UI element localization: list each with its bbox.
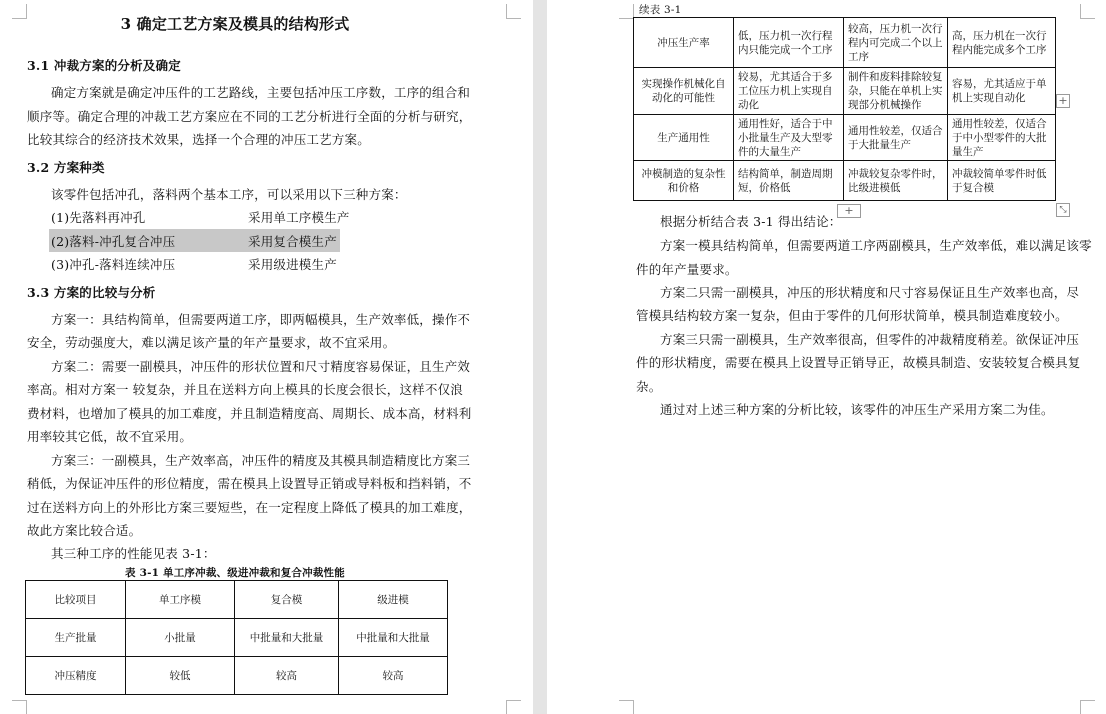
- section-heading: 3.1 冲裁方案的分析及确定: [27, 58, 181, 73]
- crop-mark: [1080, 4, 1095, 19]
- paragraph-line: 方案一模具结构简单，但需要两道工序两副模具，生产效率低，难以满足该零: [660, 238, 1092, 253]
- table-row: [26, 581, 448, 619]
- section-heading: 3.2 方案种类: [27, 160, 105, 175]
- table-cell[interactable]: 冲裁较简单零件时低于复合模: [948, 161, 1056, 201]
- table-cell[interactable]: 冲裁较复杂零件时，比级进模低: [844, 161, 948, 201]
- resize-icon[interactable]: ⤡: [1056, 203, 1070, 217]
- paragraph-line: 根据分析结合表 3-1 得出结论：: [660, 214, 842, 229]
- section-heading: 3.3 方案的比较与分析: [27, 285, 156, 300]
- table-cell[interactable]: 单工序模: [126, 581, 235, 619]
- table-row: [634, 115, 1056, 161]
- crop-mark: [506, 4, 521, 19]
- paragraph-line: 费材料，也增加了模具的加工难度，并且制造精度高、周期长、成本高，材料利: [27, 406, 472, 421]
- document-page-left[interactable]: [0, 0, 533, 714]
- table-cell[interactable]: 生产通用性: [634, 115, 734, 161]
- add-column-icon[interactable]: +: [1056, 94, 1070, 108]
- paragraph-line: 方案二只需一副模具，冲压的形状精度和尺寸容易保证且生产效率也高，尽: [660, 285, 1080, 300]
- paragraph-line: 该零件包括冲孔，落料两个基本工序，可以采用以下三种方案：: [51, 187, 407, 202]
- performance-table[interactable]: [25, 580, 448, 695]
- table-cell[interactable]: 较易，尤其适合于多工位压力机上实现自动化: [734, 68, 844, 115]
- paragraph-line: 顺序等。确定合理的冲裁工艺方案应在不同的工艺分析进行全面的分析与研究，: [27, 109, 472, 124]
- paragraph-line: 杂。: [636, 379, 662, 394]
- table-cell[interactable]: 级进模: [339, 581, 448, 619]
- continued-performance-table[interactable]: [633, 17, 1056, 201]
- paragraph-line: 方案二：需要一副模具，冲压件的形状位置和尺寸精度容易保证，且生产效: [51, 359, 471, 374]
- table-cell[interactable]: 实现操作机械化自动化的可能性: [634, 68, 734, 115]
- table-cell[interactable]: 冲压生产率: [634, 18, 734, 68]
- table-cell[interactable]: 冲压精度: [26, 657, 126, 695]
- paragraph-line: 稍低，为保证冲压件的形位精度，需在模具上设置导正销或导料板和挡料销，不: [27, 476, 472, 491]
- table-cell[interactable]: 高，压力机在一次行程内能完成多个工序: [948, 18, 1056, 68]
- table-row: [634, 161, 1056, 201]
- crop-mark: [619, 700, 634, 714]
- paragraph-line: 率高。相对方案一 较复杂，并且在送料方向上模具的长度会很长，这样不仅浪: [27, 382, 463, 397]
- table-cell[interactable]: 较高: [339, 657, 448, 695]
- chapter-title: 3 确定工艺方案及模具的结构形式: [120, 15, 350, 33]
- paragraph-line: 方案三只需一副模具，生产效率很高，但零件的冲裁精度稍差。欲保证冲压: [660, 332, 1080, 347]
- table-row: [634, 18, 1056, 68]
- page-gutter: [533, 0, 547, 714]
- paragraph-line: 方案三：一副模具，生产效率高，冲压件的精度及其模具制造精度比方案三: [51, 453, 471, 468]
- paragraph-line: 用率较其它低，故不宜采用。: [27, 429, 193, 444]
- paragraph-line: 件的年产量要求。: [636, 262, 738, 277]
- table-cell[interactable]: 复合模: [235, 581, 339, 619]
- table-cell[interactable]: 中批量和大批量: [339, 619, 448, 657]
- table-cell[interactable]: 较高: [235, 657, 339, 695]
- table-cell[interactable]: 冲模制造的复杂性和价格: [634, 161, 734, 201]
- table-caption: 表 3-1 单工序冲裁、级进冲裁和复合冲裁性能: [125, 567, 345, 579]
- paragraph-line: 通过对上述三种方案的分析比较，该零件的冲压生产采用方案二为佳。: [660, 402, 1054, 417]
- crop-mark: [506, 700, 521, 714]
- table-cell[interactable]: 比较项目: [26, 581, 126, 619]
- table-cell[interactable]: 生产批量: [26, 619, 126, 657]
- paragraph-line: 件的形状精度，需要在模具上设置导正销导正，故模具制造、安装较复合模具复: [636, 355, 1081, 370]
- table-cell[interactable]: 较高，压力机一次行程内可完成二个以上工序: [844, 18, 948, 68]
- table-row: [26, 657, 448, 695]
- paragraph-line: 方案一：具结构简单，但需要两道工序，即两幅模具，生产效率低，操作不: [51, 312, 471, 327]
- table-cell[interactable]: 小批量: [126, 619, 235, 657]
- paragraph-line: 比较其综合的经济技术效果，选择一个合理的冲压工艺方案。: [27, 132, 370, 147]
- option-mold: 采用级进模生产: [248, 257, 337, 272]
- paragraph-line: 安全，劳动强度大，难以满足该产量的年产量要求，故不宜采用。: [27, 335, 396, 350]
- table-cell[interactable]: 容易，尤其适应于单机上实现自动化: [948, 68, 1056, 115]
- paragraph-line: 故此方案比较合适。: [27, 523, 142, 538]
- table-row: [26, 619, 448, 657]
- paragraph-line: 其三种工序的性能见表 3-1：: [51, 546, 216, 561]
- option-step: (3)冲孔-落料连续冲压: [51, 257, 176, 272]
- paragraph-line: 过在送料方向上的外形比方案三要短些，在一定程度上降低了模具的加工难度，: [27, 500, 472, 515]
- option-step: (1)先落料再冲孔: [51, 210, 146, 225]
- paragraph-line: 确定方案就是确定冲压件的工艺路线，主要包括冲压工序数，工序的组合和: [51, 85, 471, 100]
- paragraph-line: 管模具结构较方案一复杂，但由于零件的几何形状简单，模具制造难度较小。: [636, 308, 1068, 323]
- table-cell[interactable]: 低，压力机一次行程内只能完成一个工序: [734, 18, 844, 68]
- document-page-right[interactable]: [547, 0, 1106, 714]
- table-cell[interactable]: 较低: [126, 657, 235, 695]
- table-cell[interactable]: 通用性好，适合于中小批量生产及大型零件的大量生产: [734, 115, 844, 161]
- table-cell[interactable]: 通用性较差，仅适合于中小型零件的大批量生产: [948, 115, 1056, 161]
- option-mold: 采用单工序模生产: [248, 210, 350, 225]
- table-cell[interactable]: 结构简单，制造周期短，价格低: [734, 161, 844, 201]
- option-step: (2)落料-冲孔复合冲压: [51, 234, 176, 249]
- crop-mark: [12, 700, 27, 714]
- table-cell[interactable]: 通用性较差，仅适合于大批量生产: [844, 115, 948, 161]
- option-mold: 采用复合模生产: [248, 234, 337, 249]
- table-continuation-label: 续表 3-1: [639, 4, 682, 16]
- add-row-icon[interactable]: +: [837, 204, 861, 218]
- table-cell[interactable]: 制件和废料排除较复杂，只能在单机上实现部分机械操作: [844, 68, 948, 115]
- table-cell[interactable]: 中批量和大批量: [235, 619, 339, 657]
- crop-mark: [1080, 700, 1095, 714]
- table-row: [634, 68, 1056, 115]
- crop-mark: [619, 4, 634, 19]
